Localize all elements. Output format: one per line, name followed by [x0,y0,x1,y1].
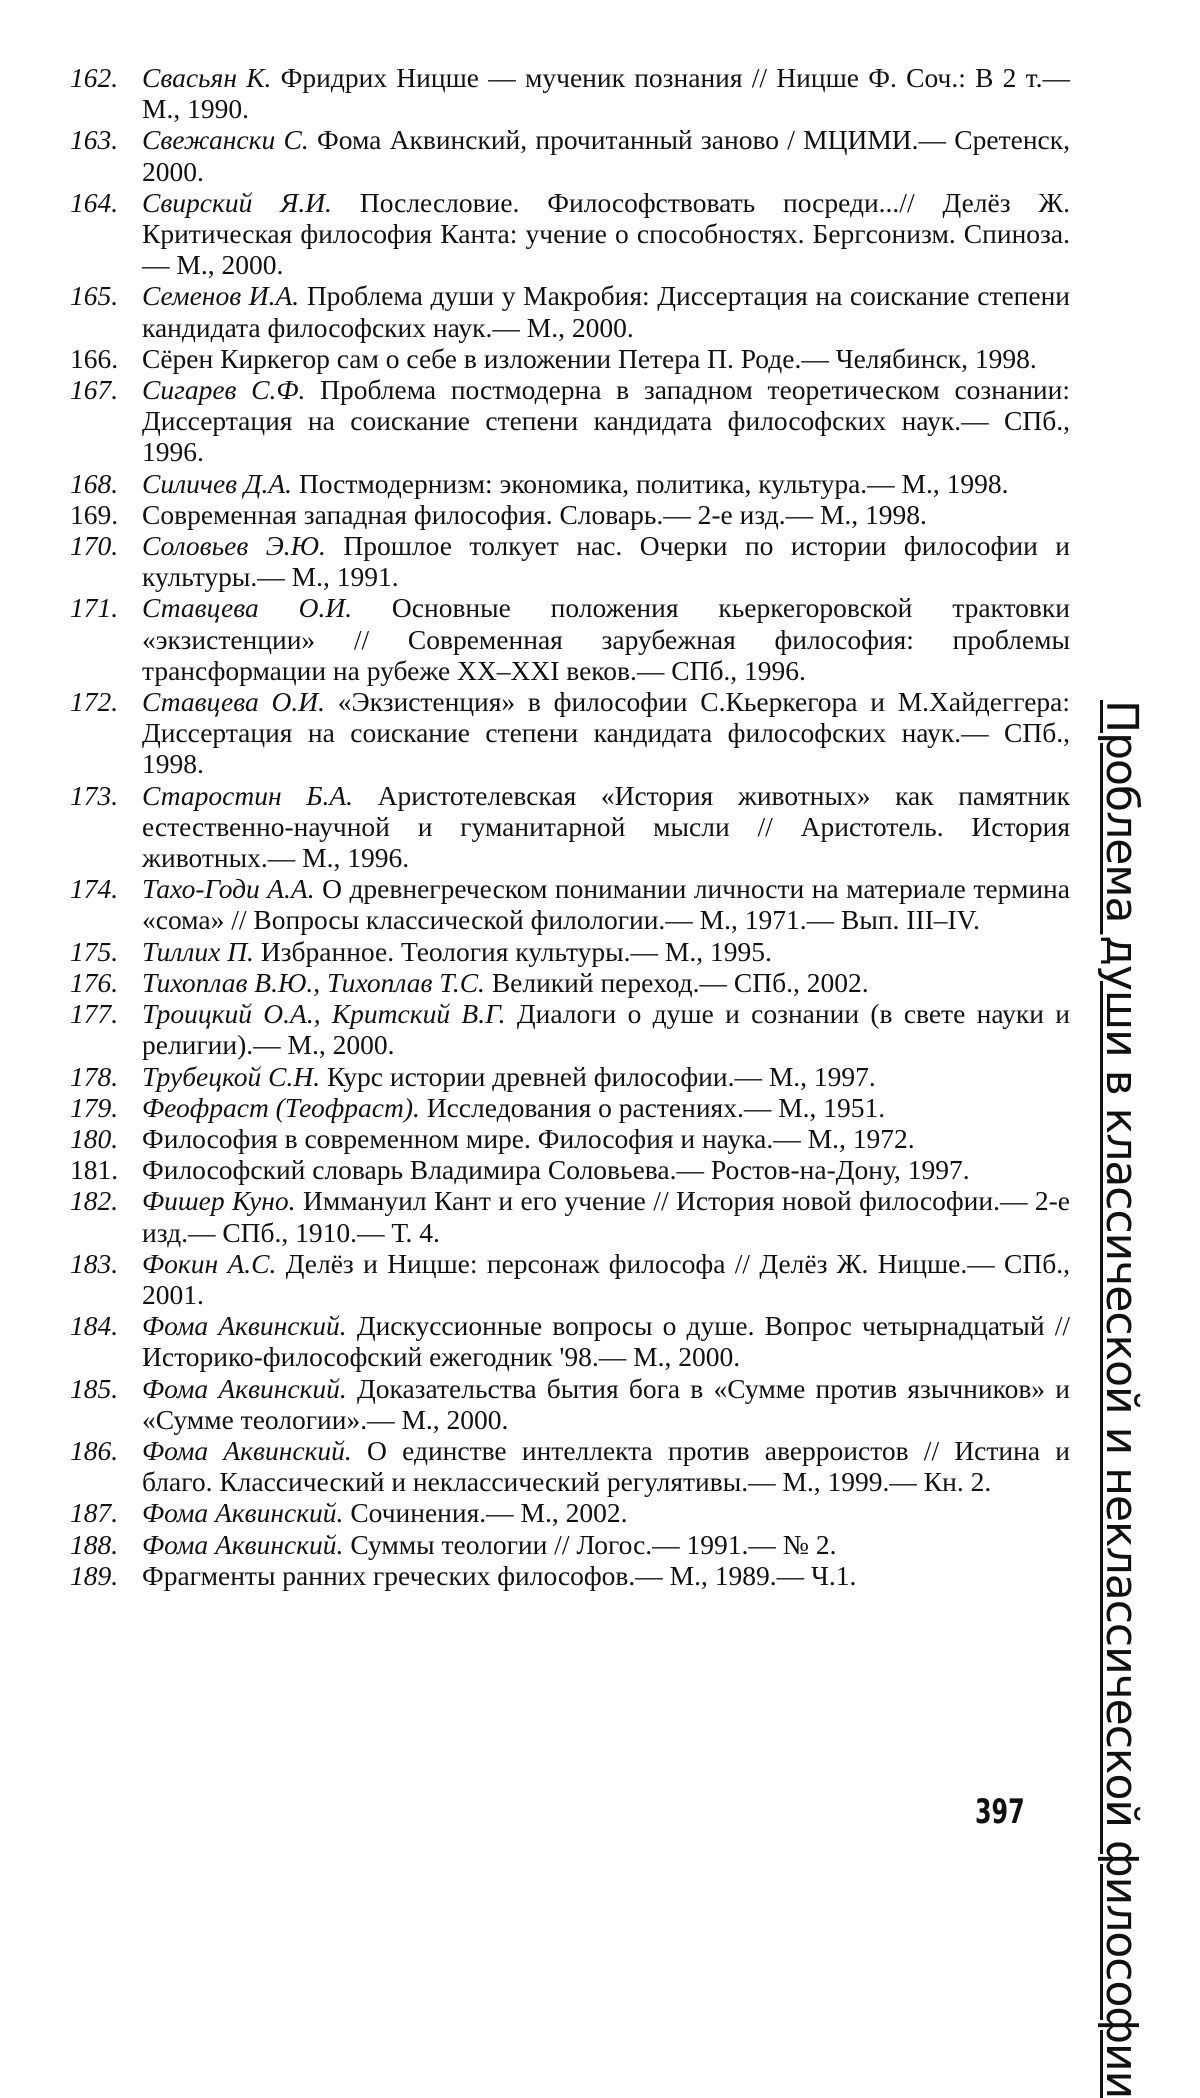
entry-number: 183. [70,1248,136,1279]
entry-number: 162. [70,62,136,93]
entry-number: 174. [70,873,136,904]
entry-text: Иммануил Кант и его учение // История новой философии.— 2-е изд.— СПб., 1910.— Т. 4. [142,1185,1070,1247]
bibliography-entry [70,1154,1070,1185]
entry-text: Великий переход.— СПб., 2002. [485,967,869,998]
entry-text: Делёз и Ницше: персонаж философа // Делёз Ж. Ницше.— СПб., 2001. [142,1248,1070,1310]
bibliography-entry [70,592,1070,686]
bibliography-entry [70,998,1070,1060]
entry-author: Феофраст (Теофраст). [142,1092,420,1123]
entry-author: Фома Аквинский. [142,1373,347,1404]
entry-text: Суммы теологии // Логос.— 1991.— № 2. [343,1529,836,1560]
bibliography-entry [70,374,1070,468]
entry-text: Постмодернизм: экономика, политика, культура.— М., 1998. [292,468,1008,499]
bibliography-entry [70,1497,1070,1528]
entry-number: 186. [70,1435,136,1466]
bibliography-entry [70,1529,1070,1560]
entry-number: 182. [70,1185,136,1216]
bibliography-list [70,62,1070,1591]
bibliography-entry [70,1123,1070,1154]
entry-text: Доказательства бытия бога в «Сумме против язычников» и «Сумме теологии».— М., 2000. [142,1373,1070,1435]
bibliography-entry [70,936,1070,967]
entry-text: Послесловие. Философствовать посреди...// Делёз Ж. Критическая философия Канта: учение о способностях. Бергсонизм. Спиноза.— М., 2000. [142,187,1070,280]
entry-text: Прошлое толкует нас. Очерки по истории философии и культуры.— М., 1991. [142,530,1070,592]
bibliography-entry [70,967,1070,998]
entry-text: «Экзистенция» в философии С.Кьеркегора и М.Хайдеггера: Диссертация на соискание степени кандидата философских наук.— СПб., 1998. [142,686,1070,779]
entry-number: 173. [70,780,136,811]
entry-number: 172. [70,686,136,717]
entry-number: 181. [70,1154,136,1185]
entry-author: Сигарев С.Ф. [142,374,305,405]
entry-text: Основные положения кьеркегоровской трактовки «экзистенции» // Современная зарубежная философия: проблемы трансформации на рубеже XX–XXI веков.— СПб., 1996. [142,592,1070,685]
bibliography-entry [70,1248,1070,1310]
entry-author: Семенов И.А. [142,280,299,311]
bibliography-entry [70,499,1070,530]
entry-author: Свирский Я.И. [142,187,332,218]
entry-number: 176. [70,967,136,998]
entry-text: О древнегреческом понимании личности на материале термина «сома» // Вопросы классической филологии.— М., 1971.— Вып. III–IV. [142,873,1070,935]
bibliography-entry [70,187,1070,281]
entry-author: Фома Аквинский. [142,1435,352,1466]
entry-number: 184. [70,1310,136,1341]
entry-author: Фома Аквинский. [142,1310,347,1341]
entry-number: 164. [70,187,136,218]
entry-text: Философия в современном мире. Философия и наука.— М., 1972. [142,1123,915,1154]
bibliography-entry [70,1435,1070,1497]
entry-author: Тахо-Годи А.А. [142,873,315,904]
bibliography-entry [70,1560,1070,1591]
entry-number: 180. [70,1123,136,1154]
page-number: 397 [975,1792,1025,1832]
entry-number: 168. [70,468,136,499]
bibliography-entry [70,124,1070,186]
entry-text: Проблема постмодерна в западном теоретическом сознании: Диссертация на соискание степени кандидата философских наук.— СПб., 1996. [142,374,1070,467]
entry-text: Курс истории древней философии.— М., 1997. [320,1061,876,1092]
running-title-vertical: Проблема души в классической и неклассической философии [1082,700,1160,1740]
entry-number: 189. [70,1560,136,1591]
bibliography-entry [70,343,1070,374]
entry-number: 170. [70,530,136,561]
entry-text: Фридрих Ницше — мученик познания // Ницше Ф. Соч.: В 2 т.— М., 1990. [142,62,1070,124]
entry-author: Фома Аквинский. [142,1497,343,1528]
entry-text: Современная западная философия. Словарь.— 2-е изд.— М., 1998. [142,499,927,530]
entry-number: 175. [70,936,136,967]
entry-author: Фишер Куно. [142,1185,296,1216]
entry-number: 187. [70,1497,136,1528]
entry-author: Свасьян К. [142,62,271,93]
bibliography-entry [70,468,1070,499]
entry-number: 167. [70,374,136,405]
entry-text: Сочинения.— М., 2002. [343,1497,627,1528]
entry-number: 177. [70,998,136,1029]
bibliography-entry [70,1092,1070,1123]
entry-author: Трубецкой С.Н. [142,1061,320,1092]
entry-text: Фрагменты ранних греческих философов.— М., 1989.— Ч.1. [142,1560,856,1591]
entry-author: Свежански С. [142,124,309,155]
entry-author: Старостин Б.А. [142,780,353,811]
entry-author: Ставцева О.И. [142,592,352,623]
bibliography-entry [70,873,1070,935]
entry-number: 169. [70,499,136,530]
entry-text: О единстве интеллекта против аверроистов // Истина и благо. Классический и неклассический регулятивы.— М., 1999.— Кн. 2. [142,1435,1070,1497]
entry-number: 166. [70,343,136,374]
entry-author: Силичев Д.А. [142,468,292,499]
entry-author: Фокин А.С. [142,1248,276,1279]
entry-number: 171. [70,592,136,623]
entry-author: Фома Аквинский. [142,1529,343,1560]
entry-text: Проблема души у Макробия: Диссертация на соискание степени кандидата философских наук.— М., 2000. [142,280,1070,342]
bibliography-entry [70,1310,1070,1372]
entry-text: Исследования о растениях.— М., 1951. [420,1092,885,1123]
bibliography-entry [70,1185,1070,1247]
entry-text: Философский словарь Владимира Соловьева.— Ростов-на-Дону, 1997. [142,1154,970,1185]
entry-author: Ставцева О.И. [142,686,325,717]
bibliography-entry [70,1373,1070,1435]
entry-text: Избранное. Теология культуры.— М., 1995. [254,936,772,967]
entry-author: Тиллих П. [142,936,254,967]
book-page [0,0,1200,1901]
entry-author: Соловьев Э.Ю. [142,530,326,561]
entry-text: Диалоги о душе и сознании (в свете науки и религии).— М., 2000. [142,998,1070,1060]
entry-number: 188. [70,1529,136,1560]
entry-number: 178. [70,1061,136,1092]
bibliography-entry [70,62,1070,124]
bibliography-entry [70,280,1070,342]
entry-number: 165. [70,280,136,311]
entry-number: 163. [70,124,136,155]
entry-author: Троицкий О.А., Критский В.Г. [142,998,506,1029]
entry-number: 179. [70,1092,136,1123]
entry-author: Тихоплав В.Ю., Тихоплав Т.С. [142,967,485,998]
entry-number: 185. [70,1373,136,1404]
bibliography-entry [70,780,1070,874]
bibliography-entry [70,1061,1070,1092]
entry-text: Аристотелевская «История животных» как памятник естественно-научной и гуманитарной мысли // Аристотель. История животных.— М., 1996. [142,780,1070,873]
bibliography-entry [70,686,1070,780]
entry-text: Фома Аквинский, прочитанный заново / МЦИМИ.— Сретенск, 2000. [142,124,1070,186]
bibliography-entry [70,530,1070,592]
entry-text: Сёрен Киркегор сам о себе в изложении Петера П. Роде.— Челябинск, 1998. [142,343,1037,374]
entry-text: Дискуссионные вопросы о душе. Вопрос четырнадцатый // Историко-философский ежегодник '98.— М., 2000. [142,1310,1070,1372]
